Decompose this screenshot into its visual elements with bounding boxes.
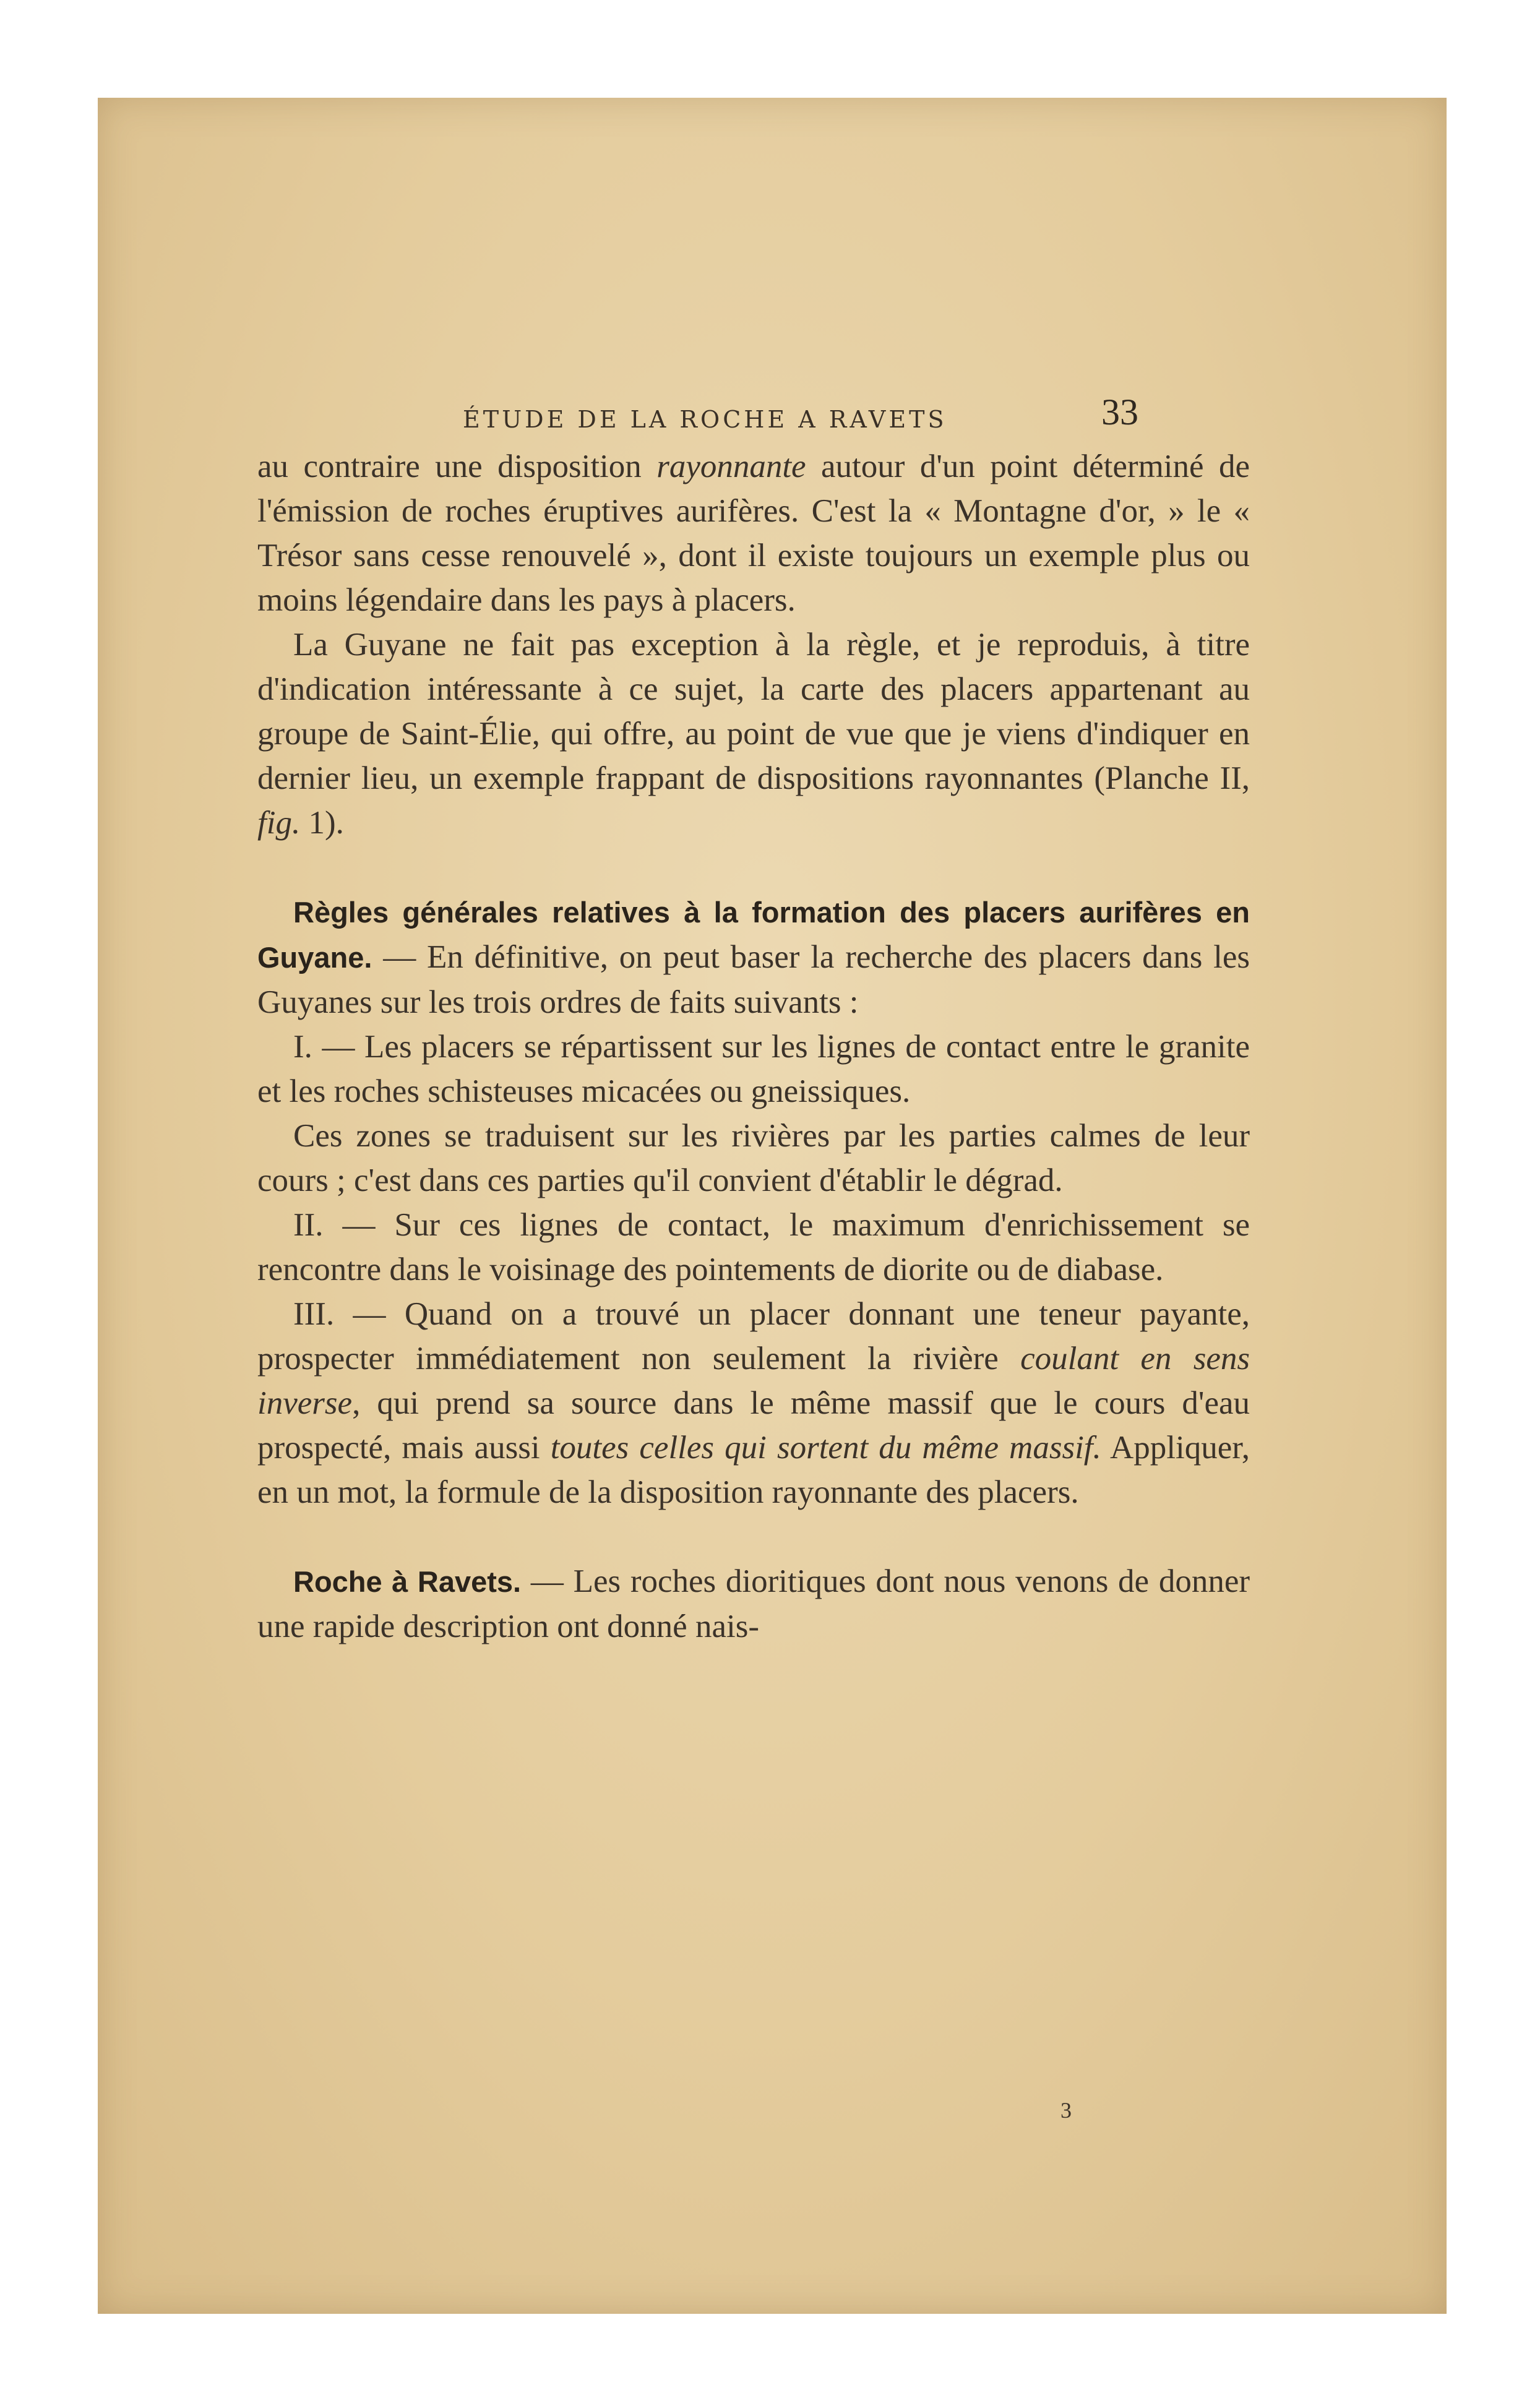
text: au contraire une disposition [257,449,657,484]
text: — En définitive, on peut baser la recherche des placers dans les Guyanes sur les trois ordres de faits suivants : [257,939,1250,1020]
text: La Guyane ne fait pas exception à la règle, et je reproduis, à titre d'indication intéressante à ce sujet, la carte des placers appartenant au groupe de Saint-Élie, qui offre, au point de vue que je viens d'indiquer en dernier lieu, un exemple frappant de dispositions rayonnantes (Planche II, [257,627,1250,796]
paragraph-2 [257,622,1250,845]
italic-rayonnante: rayonnante [656,449,806,484]
text: III. — Quand on a trouvé un placer donnant une teneur payante, prospecter immédiatement non seulement la rivière [257,1296,1250,1377]
paragraph-3 [257,890,1250,1025]
running-head: ÉTUDE DE LA ROCHE A RAVETS [463,406,947,433]
text: autour d'un point déterminé de l'émission de roches éruptives aurifères. C'est la « Montagne d'or, » le « Trésor sans cesse renouvelé », dont il existe toujours un exemple plus ou moins légendaire dans les pays à placers. [257,449,1250,618]
paragraph-7 [257,1292,1250,1514]
body-text [257,444,1250,1649]
paragraph-6: II. — Sur ces lignes de contact, le maximum d'enrichissement se rencontre dans le voisinage des pointements de diorite ou de diabase. [257,1207,1250,1287]
signature-mark: 3 [1060,2098,1072,2123]
text: , qui prend sa source dans le même massif que le cours d'eau prospecté, mais aussi [257,1385,1250,1466]
paragraph-5: Ces zones se traduisent sur les rivières par les parties calmes de leur cours ; c'est dans ces parties qu'il convient d'établir le dégrad. [257,1118,1250,1198]
page-number: 33 [1101,392,1138,432]
page-header [98,391,1447,447]
italic-fig: fig. [257,805,301,841]
italic-toutes: toutes celles qui sortent du même massif. [550,1430,1101,1466]
text: 1). [300,805,344,841]
section-heading-roche: Roche à Ravets. [293,1565,522,1598]
italic-coulant: coulant en sens inverse [257,1341,1250,1421]
paragraph-4: I. — Les placers se répartissent sur les lignes de contact entre le granite et les roches schisteuses micacées ou gneissiques. [257,1029,1250,1109]
section-heading-regles: Règles générales relatives à la formation des placers aurifères en Guyane. [257,896,1250,974]
text: — Les roches dioritiques dont nous venons de donner une rapide description ont donné nais- [257,1563,1250,1644]
text: Appliquer, en un mot, la formule de la disposition rayonnante des placers. [257,1430,1250,1510]
paragraph-8 [257,1559,1250,1649]
paragraph-1 [257,444,1250,622]
page [98,98,1447,2314]
